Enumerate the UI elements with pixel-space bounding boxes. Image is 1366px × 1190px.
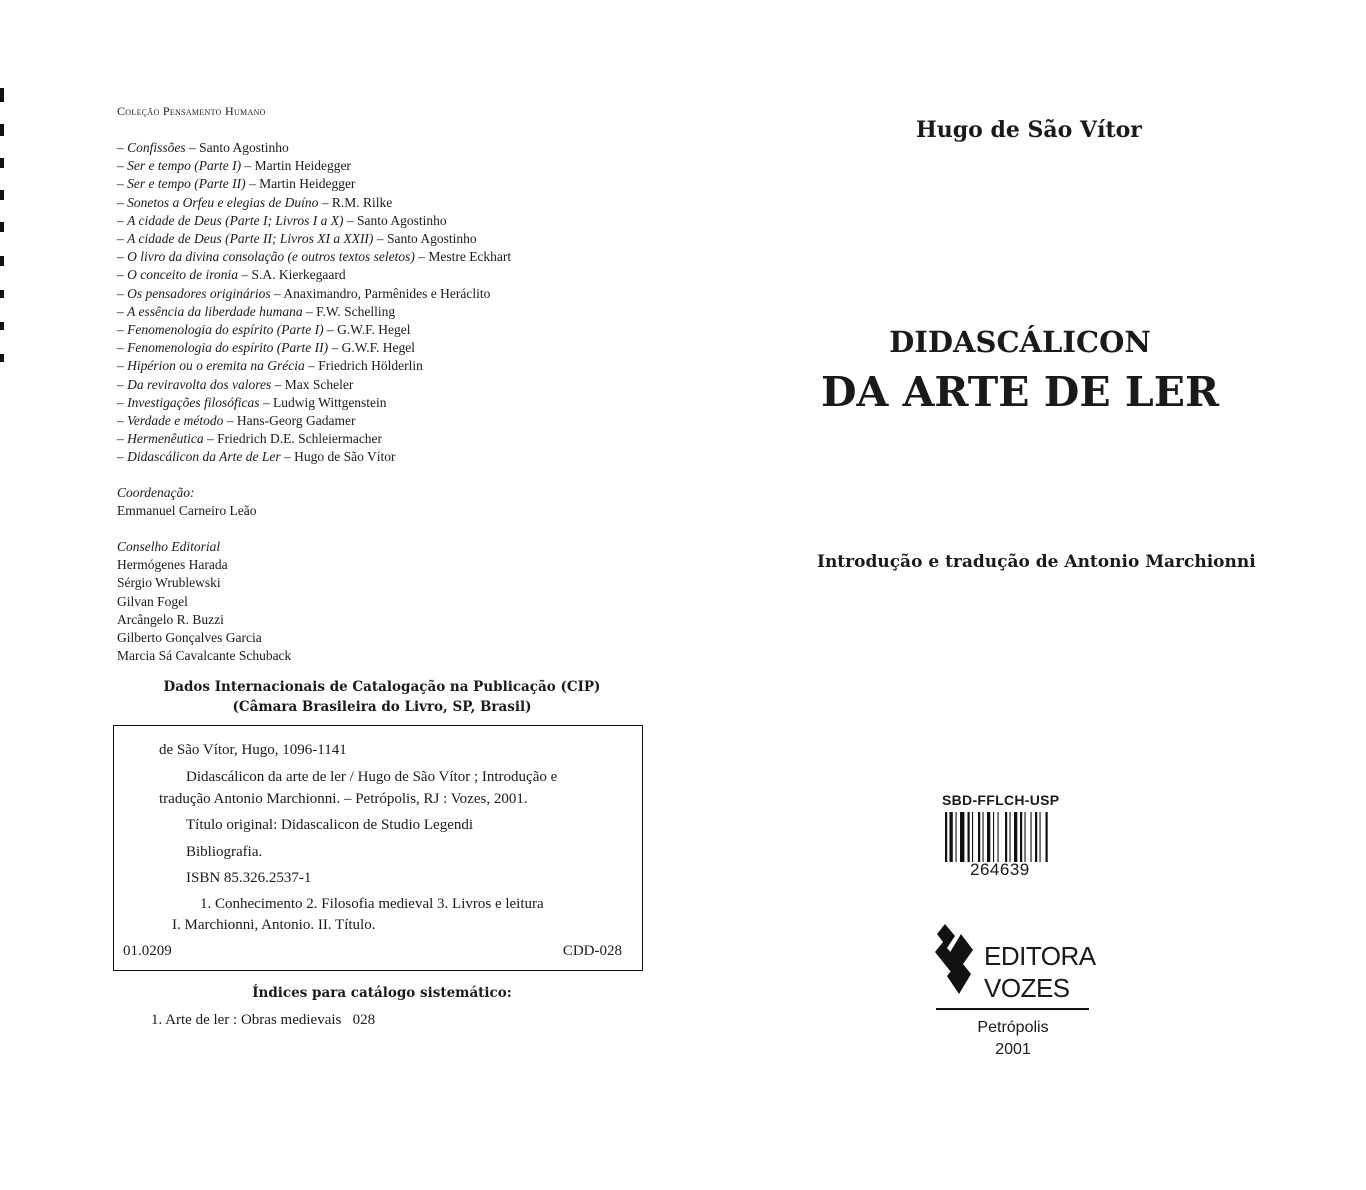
book-title: Sonetos a Orfeu e elegias de Duíno	[127, 194, 319, 210]
barcode-bar	[993, 812, 994, 862]
dash: –	[304, 358, 319, 374]
board-member: Gilvan Fogel	[117, 593, 188, 609]
dash: –	[373, 231, 387, 247]
book-list	[117, 139, 511, 467]
dash: –	[318, 194, 332, 210]
scan-edge-mark	[0, 158, 4, 168]
cip-heading-line-2: (Câmara Brasileira do Livro, SP, Brasil)	[232, 699, 532, 715]
scan-edge-mark	[0, 322, 4, 330]
barcode-bar	[1031, 812, 1032, 862]
book-author: Ludwig Wittgenstein	[272, 394, 387, 410]
dash: –	[117, 376, 128, 392]
book-list-item	[117, 266, 511, 284]
book-author: Santo Agostinho	[386, 231, 477, 247]
dash: –	[117, 140, 128, 155]
book-list-item	[117, 339, 511, 357]
book-author: Martin Heidegger	[259, 176, 356, 192]
cip-subjects-1: 1. Conhecimento 2. Filosofia medieval 3. Livros e leitura	[200, 896, 544, 912]
editorial-board-label: Conselho Editorial	[117, 539, 221, 554]
barcode-bar	[998, 812, 999, 862]
barcode-bar	[1010, 812, 1011, 862]
dash: –	[117, 158, 128, 174]
dash: –	[117, 340, 128, 356]
cip-isbn: ISBN 85.326.2537-1	[186, 870, 312, 886]
cip-bibliography: Bibliografia.	[186, 844, 263, 860]
scan-edge-mark	[0, 124, 4, 136]
book-title: Fenomenologia do espírito (Parte I)	[127, 322, 324, 338]
book-title: A cidade de Deus (Parte I; Livros I a X)	[127, 212, 344, 228]
dash: –	[117, 176, 128, 192]
dash: –	[117, 194, 128, 210]
publisher-name-line-2: VOZES	[984, 973, 1070, 1003]
book-title: Da reviravolta dos valores	[127, 376, 272, 392]
board-member: Sérgio Wrublewski	[117, 575, 221, 591]
barcode-bar	[987, 812, 990, 862]
book-list-item	[117, 175, 511, 193]
barcode-bar	[1025, 812, 1026, 862]
dash: –	[237, 267, 252, 283]
book-author: Hugo de São Vítor	[916, 117, 1142, 143]
dash: –	[414, 249, 429, 265]
scan-edge-mark	[0, 354, 4, 362]
book-title: Ser e tempo (Parte I)	[127, 158, 242, 174]
book-title: Fenomenologia do espírito (Parte II)	[127, 340, 329, 356]
board-member: Arcângelo R. Buzzi	[117, 611, 224, 627]
barcode-bar	[956, 812, 957, 862]
book-list-item	[117, 394, 511, 412]
scan-edge-mark	[0, 222, 4, 232]
cip-cdd: CDD-028	[562, 943, 622, 959]
barcode-number: 264639	[970, 860, 1030, 879]
book-author: Santo Agostinho	[199, 140, 289, 155]
library-stamp: SBD-FFLCH-USP	[942, 792, 1060, 808]
editorial-board-block	[117, 538, 291, 665]
barcode-bar	[1035, 812, 1037, 862]
book-list-item	[117, 357, 511, 375]
book-title: O livro da divina consolação (e outros textos seletos)	[127, 249, 415, 265]
book-author: Anaximandro, Parmênides e Heráclito	[283, 285, 491, 301]
book-list-item	[117, 139, 511, 157]
board-member: Gilberto Gonçalves Garcia	[117, 630, 262, 646]
dash: –	[302, 303, 317, 319]
dash: –	[117, 267, 128, 283]
barcode-bar	[1005, 812, 1007, 862]
book-title: Hipérion ou o eremita na Grécia	[127, 358, 305, 374]
barcode-bar	[960, 812, 964, 862]
dash: –	[271, 376, 285, 392]
book-list-item	[117, 248, 511, 266]
scan-edge-mark	[0, 256, 4, 266]
dash: –	[117, 322, 128, 338]
book-list-item	[117, 285, 511, 303]
book-author: Martin Heidegger	[254, 158, 351, 174]
board-member: Hermógenes Harada	[117, 557, 228, 573]
dash: –	[117, 303, 128, 319]
barcode-bar	[1020, 812, 1022, 862]
dash: –	[117, 431, 128, 447]
barcode-bar	[945, 812, 947, 862]
cip-heading	[112, 677, 652, 717]
cip-original-title: Título original: Didascalicon de Studio Legendi	[186, 817, 474, 833]
book-title-line-1: DIDASCÁLICON	[889, 325, 1151, 359]
book-list-item	[117, 430, 511, 448]
cip-number: 01.0209	[123, 943, 172, 959]
dash: –	[328, 340, 342, 356]
publisher-rule	[936, 1008, 1089, 1010]
dash: –	[117, 449, 128, 465]
book-author: Mestre Eckhart	[428, 249, 512, 265]
book-list-item	[117, 376, 511, 394]
barcode-bar	[1040, 812, 1041, 862]
coordination-label: Coordenação:	[117, 485, 195, 500]
barcode-bar	[972, 812, 973, 862]
book-title: Investigações filosóficas	[127, 394, 260, 410]
book-title: Ser e tempo (Parte II)	[127, 176, 246, 192]
indices-heading: Índices para catálogo sistemático:	[252, 985, 512, 1001]
barcode-bar	[978, 812, 980, 862]
scan-edge-mark	[0, 290, 4, 298]
book-title: Didascálicon da Arte de Ler	[127, 449, 281, 465]
book-author: F.W. Schelling	[316, 303, 396, 319]
book-list-item	[117, 194, 511, 212]
book-list-item	[117, 157, 511, 175]
board-member: Marcia Sá Cavalcante Schuback	[117, 648, 292, 664]
indices-entry: 1. Arte de ler : Obras medievais 028	[151, 1012, 376, 1028]
series-title: Coleção Pensamento Humano	[117, 104, 266, 118]
book-title: Os pensadores originários	[127, 285, 271, 301]
book-list-item	[117, 212, 511, 230]
translator-line: Introdução e tradução de Antonio Marchionni	[817, 552, 1256, 572]
dash: –	[280, 449, 295, 465]
book-list-item	[117, 321, 511, 339]
book-title: Confissões	[127, 140, 186, 155]
book-title: O conceito de ironia	[127, 267, 238, 283]
cip-subjects-2: I. Marchionni, Antonio. II. Título.	[172, 917, 376, 933]
dash: –	[223, 413, 237, 429]
dash: –	[185, 140, 200, 155]
dash: –	[241, 158, 255, 174]
book-author: G.W.F. Hegel	[341, 340, 416, 356]
dash: –	[270, 285, 284, 301]
cip-title-line-1: Didascálicon da arte de ler / Hugo de São Vítor ; Introdução e	[186, 769, 558, 785]
dash: –	[203, 431, 218, 447]
publication-city: Petrópolis	[977, 1019, 1049, 1036]
barcode-bar	[983, 812, 984, 862]
book-title: A cidade de Deus (Parte II; Livros XI a XXII)	[127, 231, 374, 247]
book-title: Verdade e método	[127, 413, 224, 429]
coordination-block	[117, 484, 256, 520]
coordinator-name: Emmanuel Carneiro Leão	[117, 503, 257, 519]
book-author: Friedrich D.E. Schleiermacher	[217, 431, 383, 447]
book-author: G.W.F. Hegel	[337, 322, 411, 338]
vozes-logo-icon	[933, 922, 983, 997]
book-list-item	[117, 448, 511, 466]
book-author: R.M. Rilke	[331, 194, 393, 210]
dash: –	[117, 394, 128, 410]
book-title: A essência da liberdade humana	[127, 303, 303, 319]
cip-title-line-2: tradução Antonio Marchionni. – Petrópolis, RJ : Vozes, 2001.	[159, 791, 528, 807]
cip-heading-line-1: Dados Internacionais de Catalogação na Publicação (CIP)	[163, 679, 601, 695]
book-author: Max Scheler	[284, 376, 354, 392]
barcode-bar	[1046, 812, 1048, 862]
dash: –	[117, 212, 128, 228]
scan-edge-mark	[0, 88, 4, 102]
dash: –	[117, 358, 128, 374]
dash: –	[117, 231, 128, 247]
publication-year: 2001	[995, 1041, 1031, 1058]
book-list-item	[117, 230, 511, 248]
scan-edge-mark	[0, 190, 4, 200]
barcode-bar	[968, 812, 970, 862]
dash: –	[117, 413, 128, 429]
barcode-icon	[945, 812, 1065, 862]
book-author: Hans-Georg Gadamer	[236, 413, 356, 429]
publisher-name-line-1: EDITORA	[984, 941, 1096, 971]
book-list-item	[117, 412, 511, 430]
dash: –	[259, 394, 273, 410]
book-author: Santo Agostinho	[356, 212, 447, 228]
book-author: Hugo de São Vítor	[294, 449, 396, 465]
cip-record-box	[113, 725, 643, 971]
dash: –	[245, 176, 260, 192]
cip-author: de São Vítor, Hugo, 1096-1141	[159, 742, 347, 758]
dash: –	[117, 249, 128, 265]
dash: –	[323, 322, 338, 338]
dash: –	[343, 212, 357, 228]
book-author: Friedrich Hölderlin	[318, 358, 423, 374]
barcode-bar	[950, 812, 953, 862]
book-author: S.A. Kierkegaard	[251, 267, 346, 283]
book-title: Hermenêutica	[127, 431, 204, 447]
barcode-bar	[1014, 812, 1017, 862]
dash: –	[117, 285, 128, 301]
book-title-line-2: DA ARTE DE LER	[820, 368, 1220, 416]
book-list-item	[117, 303, 511, 321]
